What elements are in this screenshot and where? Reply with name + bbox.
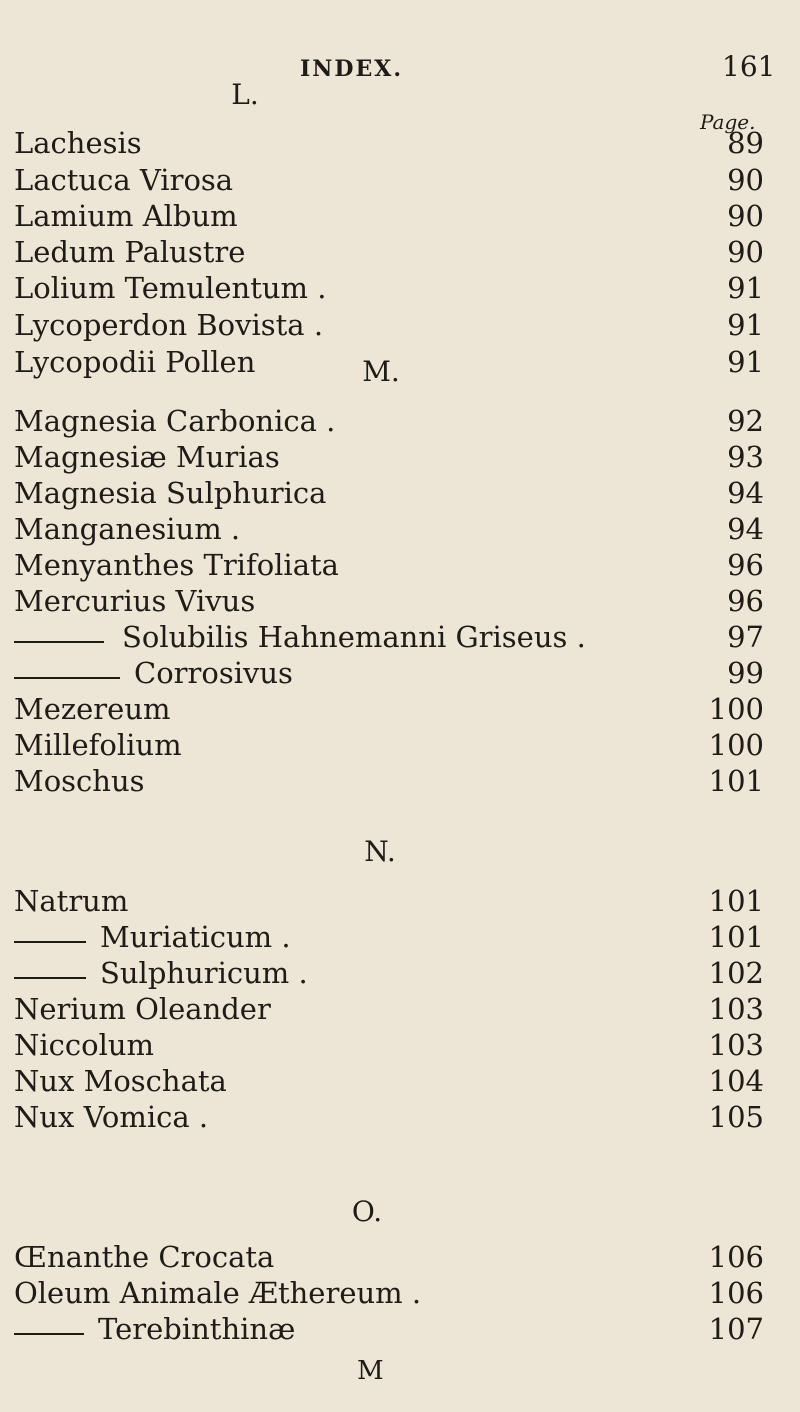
ditto-dash (14, 977, 86, 979)
entry-name: Menyanthes Trifoliata (14, 548, 339, 582)
index-entry (0, 512, 800, 552)
index-entry (0, 1028, 800, 1068)
entry-name: Nerium Oleander (14, 992, 271, 1026)
section-letter-o: O. (351, 1195, 383, 1228)
entry-page: 89 (727, 126, 764, 160)
entry-name: Magnesia Carbonica . (14, 404, 336, 438)
entry-name: Terebinthinæ (98, 1312, 296, 1346)
index-entry (0, 548, 800, 588)
section-letter-l: L. (231, 78, 259, 111)
index-entry (0, 1100, 800, 1140)
entry-page: 97 (727, 620, 764, 654)
index-entry (0, 235, 800, 275)
index-entry (0, 884, 800, 924)
index-entry (0, 764, 800, 804)
index-entry (0, 584, 800, 624)
index-entry-sub (0, 956, 800, 996)
entry-page: 107 (708, 1312, 764, 1346)
index-entry-sub (0, 1312, 800, 1352)
index-entry (0, 440, 800, 480)
ditto-dash (14, 1333, 84, 1335)
entry-page: 106 (708, 1276, 764, 1310)
entry-page: 93 (727, 440, 764, 474)
entry-page: 103 (708, 992, 764, 1026)
index-entry (0, 1240, 800, 1280)
entry-name: Mercurius Vivus (14, 584, 256, 618)
index-entry (0, 692, 800, 732)
entry-page: 94 (727, 512, 764, 546)
entry-name: Ledum Palustre (14, 235, 246, 269)
entry-page: 103 (708, 1028, 764, 1062)
entry-name: Nux Moschata (14, 1064, 227, 1098)
entry-page: 96 (727, 548, 764, 582)
entry-page: 91 (727, 345, 764, 379)
index-entry-sub (0, 620, 800, 660)
ditto-dash (14, 941, 86, 943)
entry-page: 101 (708, 920, 764, 954)
page-header-title: INDEX. (300, 56, 403, 82)
index-entry (0, 345, 800, 385)
index-entry (0, 1276, 800, 1316)
entry-name: Corrosivus (134, 656, 293, 690)
entry-name: Muriaticum . (100, 920, 291, 954)
entry-page: 102 (708, 956, 764, 990)
index-entry-sub (0, 920, 800, 960)
entry-name: Moschus (14, 764, 145, 798)
entry-page: 106 (708, 1240, 764, 1274)
index-entry (0, 476, 800, 516)
section-letter-n: N. (364, 835, 396, 868)
entry-name: Magnesia Sulphurica (14, 476, 327, 510)
entry-page: 99 (727, 656, 764, 690)
entry-page: 91 (727, 308, 764, 342)
entry-page: 90 (727, 199, 764, 233)
entry-name: Lolium Temulentum . (14, 271, 327, 305)
entry-name: Magnesiæ Murias (14, 440, 280, 474)
index-entry (0, 404, 800, 444)
entry-page: 100 (708, 728, 764, 762)
entry-name: Oleum Animale Æthereum . (14, 1276, 422, 1310)
entry-page: 101 (708, 884, 764, 918)
entry-name: Manganesium . (14, 512, 241, 546)
entry-page: 90 (727, 163, 764, 197)
page-number: 161 (722, 50, 776, 83)
entry-name: Œnanthe Crocata (14, 1240, 275, 1274)
ditto-dash (14, 677, 120, 679)
entry-name: Sulphuricum . (100, 956, 308, 990)
entry-name: Millefolium (14, 728, 182, 762)
index-entry (0, 1064, 800, 1104)
index-entry (0, 199, 800, 239)
index-entry (0, 992, 800, 1032)
entry-name: Lycopodii Pollen (14, 345, 256, 379)
index-entry (0, 126, 800, 166)
index-entry (0, 163, 800, 203)
ditto-dash (14, 641, 104, 643)
section-letter-m: M. (362, 355, 400, 388)
index-entry (0, 728, 800, 768)
page-column-label: Page. (700, 110, 756, 134)
entry-name: Niccolum (14, 1028, 155, 1062)
entry-page: 100 (708, 692, 764, 726)
entry-page: 101 (708, 764, 764, 798)
index-entry (0, 271, 800, 311)
entry-name: Solubilis Hahnemanni Griseus . (122, 620, 586, 654)
entry-page: 94 (727, 476, 764, 510)
entry-page: 91 (727, 271, 764, 305)
entry-page: 105 (708, 1100, 764, 1134)
footer-signature: M (357, 1356, 384, 1386)
entry-page: 92 (727, 404, 764, 438)
entry-page: 96 (727, 584, 764, 618)
entry-name: Lycoperdon Bovista . (14, 308, 324, 342)
entry-page: 90 (727, 235, 764, 269)
entry-name: Natrum (14, 884, 129, 918)
entry-name: Mezereum (14, 692, 171, 726)
entry-page: 104 (708, 1064, 764, 1098)
index-entry-sub (0, 656, 800, 696)
entry-name: Lamium Album (14, 199, 238, 233)
entry-name: Nux Vomica . (14, 1100, 209, 1134)
entry-name: Lactuca Virosa (14, 163, 234, 197)
entry-name: Lachesis (14, 126, 142, 160)
index-entry (0, 308, 800, 348)
